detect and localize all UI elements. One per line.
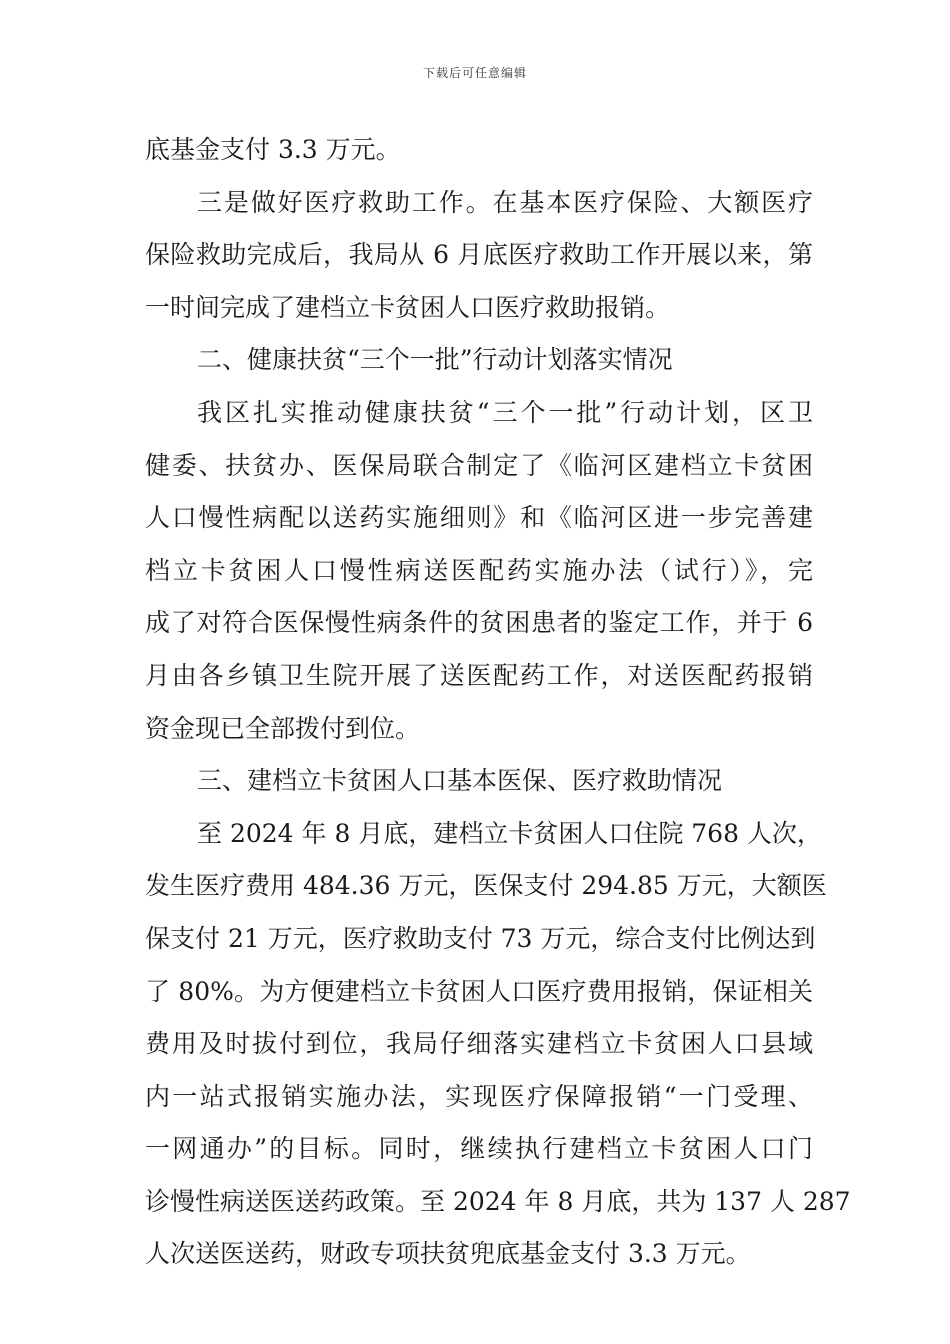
text-line: 一时间完成了建档立卡贫困人口医疗救助报销。 <box>145 292 671 322</box>
text-line: 成了对符合医保慢性病条件的贫困患者的鉴定工作，并于 6 <box>145 608 813 638</box>
text-line: 三是做好医疗救助工作。在基本医疗保险、大额医疗 <box>197 187 813 217</box>
text-line: 费用及时拔付到位，我局仔细落实建档立卡贫困人口县域 <box>145 1029 813 1059</box>
text-line: 内一站式报销实施办法，实现医疗保障报销“一门受理、 <box>145 1081 813 1111</box>
text-line: 档立卡贫困人口慢性病送医配药实施办法（试行）》，完 <box>145 555 813 585</box>
page-header-note: 下载后可任意编辑 <box>422 66 527 80</box>
text-line: 人口慢性病配以送药实施细则》和《临河区进一步完善建 <box>145 503 813 533</box>
text-line: 一网通办”的目标。同时，继续执行建档立卡贫困人口门 <box>145 1134 813 1164</box>
text-line: 保支付 21 万元，医疗救助支付 73 万元，综合支付比例达到 <box>145 923 816 953</box>
section-heading: 二、健康扶贫“三个一批”行动计划落实情况 <box>197 345 673 375</box>
text-line: 月由各乡镇卫生院开展了送医配药工作，对送医配药报销 <box>145 660 813 690</box>
text-line: 我区扎实推动健康扶贫“三个一批”行动计划，区卫 <box>197 397 813 427</box>
text-line: 资金现已全部拨付到位。 <box>145 713 421 743</box>
text-line: 至 2024 年 8 月底，建档立卡贫困人口住院 768 人次， <box>197 818 822 848</box>
text-line: 保险救助完成后，我局从 6 月底医疗救助工作开展以来，第 <box>145 240 813 270</box>
text-line: 发生医疗费用 484.36 万元，医保支付 294.85 万元，大额医 <box>145 871 827 901</box>
document-body <box>145 124 851 1281</box>
text-line: 人次送医送药，财政专项扶贫兜底基金支付 3.3 万元。 <box>145 1239 751 1269</box>
text-line: 诊慢性病送医送药政策。至 2024 年 8 月底，共为 137 人 287 <box>145 1186 851 1216</box>
text-line: 底基金支付 3.3 万元。 <box>145 135 401 164</box>
text-line: 了 80%。为方便建档立卡贫困人口医疗费用报销，保证相关 <box>145 976 813 1006</box>
text-line: 健委、扶贫办、医保局联合制定了《临河区建档立卡贫困 <box>145 450 813 480</box>
section-heading: 三、建档立卡贫困人口基本医保、医疗救助情况 <box>197 766 723 796</box>
